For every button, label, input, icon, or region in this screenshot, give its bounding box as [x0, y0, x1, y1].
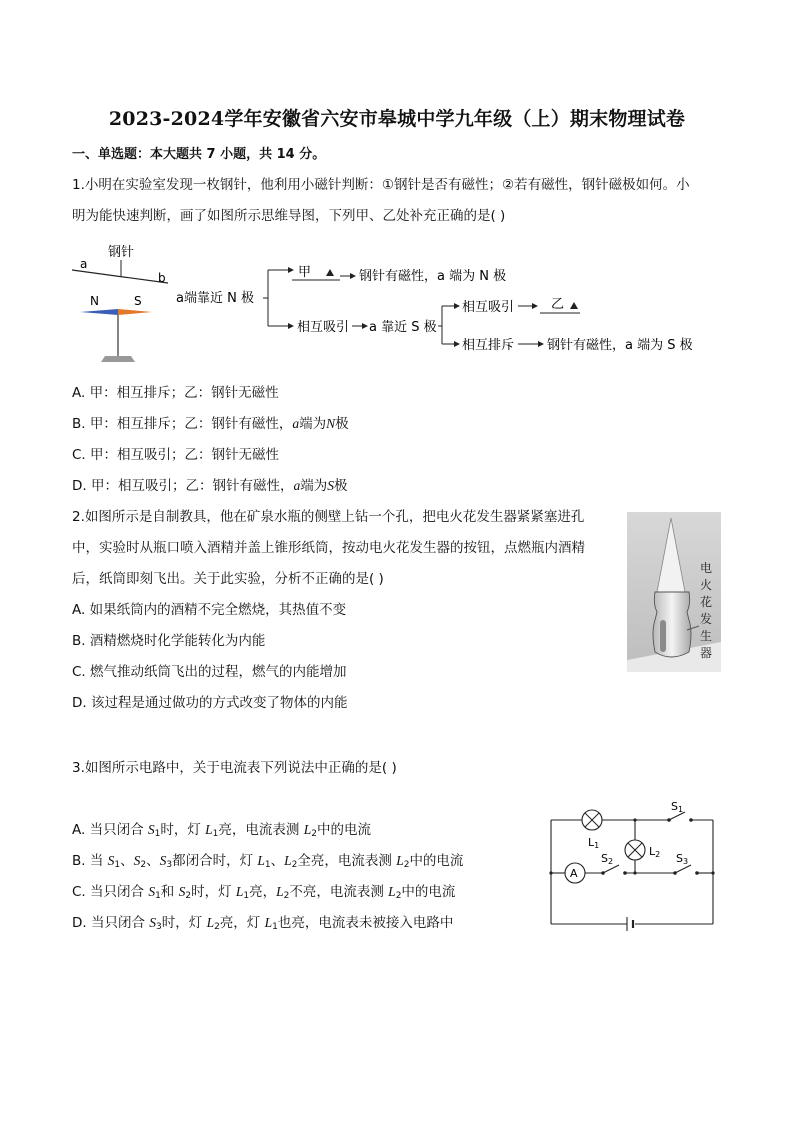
option-text: 亮，电流表测 — [218, 822, 304, 838]
q2-option-c: C. 燃气推动纸筒飞出的过程，燃气的内能增加 — [72, 664, 347, 680]
switch-s3-contact — [695, 871, 699, 875]
switch-s2-pivot — [601, 871, 605, 875]
blank-jia: 甲 — [298, 265, 312, 280]
variable: S — [148, 884, 156, 899]
pole-n-label: N — [90, 294, 99, 308]
junction-dot — [633, 818, 636, 821]
subscript: 2 — [311, 829, 317, 839]
section-suffix: 分。 — [294, 147, 326, 162]
q2-stem-line2: 中，实验时从瓶口喷入酒精并盖上锥形纸筒，按动电火花发生器的按钮，点燃瓶内酒精 — [72, 540, 585, 556]
label-letter: S — [671, 800, 678, 813]
pole-s-label: S — [134, 294, 142, 308]
option-text: 中的电流 — [401, 884, 456, 900]
arrow-head — [454, 303, 460, 309]
junction-dot — [549, 871, 552, 874]
subscript: 1 — [212, 829, 219, 839]
q2-option-b: B. 酒精燃烧时化学能转化为内能 — [72, 633, 266, 649]
variable: a — [293, 478, 301, 493]
variable: L — [257, 853, 265, 868]
section-count: 7 — [206, 147, 216, 162]
repel-node: 相互排斥 — [462, 338, 515, 353]
variable: L — [235, 884, 244, 899]
q1-option-c: C. 甲：相互吸引；乙：钢针无磁性 — [72, 447, 280, 463]
arrow-head — [532, 303, 538, 309]
option-text: 极 — [335, 416, 349, 432]
variable: L — [205, 822, 213, 837]
page-title: 2023-2024学年安徽省六安市皋城中学九年级（上）期末物理试卷 — [108, 108, 686, 130]
ammeter-label: A — [570, 867, 578, 880]
variable: L — [264, 915, 273, 930]
q1-stem-line1: 1.小明在实验室发现一枚钢针，他利用小磁针判断：①钢针是否有磁性；②若有磁性，钢针磁极如何。小 — [72, 177, 690, 193]
option-text: 全亮，电流表测 — [297, 853, 397, 869]
section-prefix: 一、单选题：本大题共 — [72, 147, 207, 162]
variable: L — [388, 884, 396, 899]
variable: S — [159, 853, 167, 868]
option-text: 极 — [333, 478, 348, 494]
spark-label-char: 器 — [700, 646, 713, 660]
q3-option-b — [72, 851, 463, 875]
q1-option-a: A. 甲：相互排斥；乙：钢针无磁性 — [72, 385, 279, 401]
spark-label-char: 电 — [700, 561, 713, 575]
q3-option-d — [72, 913, 453, 937]
subscript: 2 — [140, 860, 147, 870]
q2-option-d: D. 该过程是通过做功的方式改变了物体的内能 — [72, 695, 348, 711]
blank-yi: 乙 — [551, 297, 565, 312]
variable: L — [206, 915, 215, 930]
spark-label-char: 发 — [700, 612, 713, 626]
arrow-head — [454, 341, 460, 347]
arrow-head — [362, 323, 368, 329]
variable: S — [149, 915, 157, 930]
option-text: 时，灯 — [160, 822, 206, 838]
switch-s3-label — [676, 852, 688, 866]
lamp-l1-label — [588, 836, 599, 850]
switch-s2-blade — [603, 865, 619, 873]
subscript: 1 — [114, 860, 121, 870]
subscript: 3 — [156, 922, 162, 932]
subscript: 2 — [214, 922, 220, 932]
bottle-shade — [660, 620, 666, 652]
q3-circuit-diagram — [545, 798, 720, 933]
switch-s1-pivot — [667, 818, 671, 822]
label-subscript: 1 — [594, 841, 600, 850]
q2-stem-line3: 后，纸筒即刻飞出。关于此实验，分析不正确的是( ) — [72, 571, 384, 587]
switch-s1-contact — [689, 818, 693, 822]
triangle-marker — [326, 269, 334, 276]
result-s-pole: 钢针有磁性，a 端为 S 极 — [547, 338, 693, 353]
q2-stem-line1: 2.如图所示是自制教具，他在矿泉水瓶的侧壁上钻一个孔，把电火花发生器紧紧塞进孔 — [72, 509, 585, 525]
result-n-pole: 钢针有磁性，a 端为 N 极 — [359, 269, 507, 284]
subscript: 3 — [166, 860, 173, 870]
switch-s1-label — [671, 800, 683, 814]
subscript: 2 — [395, 891, 402, 901]
label-letter: L — [588, 836, 595, 849]
variable: L — [396, 853, 404, 868]
label-subscript: 2 — [655, 850, 661, 859]
q1-option-d — [72, 476, 347, 496]
variable: S — [178, 884, 186, 899]
spark-label-char: 花 — [700, 595, 713, 609]
triangle-marker — [570, 302, 578, 309]
label-letter: S — [676, 852, 683, 865]
junction-dot — [633, 871, 636, 874]
variable: S — [327, 478, 334, 493]
compass-needle-north — [80, 309, 118, 315]
option-text: 中的电流 — [409, 853, 464, 869]
option-text: 中的电流 — [316, 822, 371, 838]
needle-end-a: a — [80, 257, 88, 271]
near-s-node: a 靠近 S 极 — [369, 320, 437, 335]
subscript: 1 — [272, 922, 278, 932]
water-bottle — [653, 592, 691, 657]
subscript: 2 — [403, 860, 410, 870]
option-text: 都闭合时，灯 — [172, 853, 258, 869]
option-text: 亮， — [249, 884, 277, 900]
variable: S — [133, 853, 141, 868]
lamp-l1 — [582, 810, 602, 830]
subscript: 1 — [243, 891, 250, 901]
subscript: 1 — [155, 891, 161, 901]
option-text: 亮，灯 — [219, 915, 265, 931]
option-text: 、 — [146, 853, 160, 869]
option-text: 端为 — [299, 416, 327, 432]
label-subscript: 1 — [677, 805, 684, 814]
option-text: 也亮，电流表未被接入电路中 — [277, 915, 454, 931]
subscript: 1 — [264, 860, 271, 870]
option-text: 时，灯 — [161, 915, 207, 931]
compass-needle-south — [118, 309, 152, 315]
variable: N — [326, 416, 336, 431]
option-text: 、 — [120, 853, 134, 869]
option-text: 不亮，电流表测 — [289, 884, 389, 900]
q1-stem-line2: 明为能快速判断，画了如图所示思维导图，下列甲、乙处补充正确的是( ) — [72, 208, 506, 224]
section-heading — [72, 145, 325, 165]
option-text: D. 甲：相互吸引；乙：钢针有磁性， — [72, 478, 294, 494]
option-text: B. 当 — [72, 853, 108, 869]
arrow-head — [288, 267, 294, 273]
option-text: 、 — [270, 853, 285, 869]
subscript: 2 — [291, 860, 298, 870]
switch-s3-blade — [675, 865, 691, 873]
lamp-l2-label — [649, 845, 660, 859]
subscript: 2 — [283, 891, 290, 901]
junction-dot — [711, 871, 714, 874]
needle-label: 钢针 — [108, 245, 135, 260]
variable: L — [276, 884, 284, 899]
variable: a — [292, 416, 300, 431]
mindmap-start: a端靠近 N 极 — [176, 291, 254, 306]
spark-label-char: 生 — [700, 629, 713, 643]
subscript: 1 — [154, 829, 161, 839]
q3-option-a — [72, 820, 371, 844]
steel-needle — [72, 270, 168, 283]
q3-stem: 3.如图所示电路中，关于电流表下列说法中正确的是( ) — [72, 760, 397, 776]
q3-option-c — [72, 882, 455, 906]
variable: L — [303, 822, 312, 837]
spark-label-char: 火 — [700, 578, 713, 592]
switch-s3-pivot — [673, 871, 677, 875]
label-subscript: 3 — [682, 857, 689, 866]
option-text: 和 — [160, 884, 179, 900]
arrow-head — [288, 323, 294, 329]
arrow-head — [350, 273, 356, 279]
label-letter: L — [649, 845, 656, 858]
section-score: 14 — [276, 147, 295, 162]
arrow-head — [538, 341, 544, 347]
option-text: B. 甲：相互排斥；乙：钢针有磁性， — [72, 416, 293, 432]
q1-mindmap-figure — [68, 238, 708, 373]
subscript: 2 — [185, 891, 192, 901]
q2-bottle-figure — [627, 512, 721, 672]
option-text: A. 当只闭合 — [72, 822, 148, 838]
option-text: 端为 — [300, 478, 328, 494]
compass-base — [101, 356, 135, 362]
variable: S — [147, 822, 155, 837]
option-text: 时，灯 — [191, 884, 236, 900]
section-middle: 小题，共 — [215, 147, 277, 162]
q1-option-b — [72, 414, 349, 434]
variable: L — [284, 853, 292, 868]
label-letter: S — [601, 852, 608, 865]
attract-branch: 相互吸引 — [297, 320, 350, 335]
variable: S — [107, 853, 115, 868]
label-subscript: 2 — [607, 857, 614, 866]
switch-s2-contact — [623, 871, 627, 875]
option-text: C. 当只闭合 — [72, 884, 149, 900]
lamp-l2 — [625, 840, 645, 860]
attract-node-2: 相互吸引 — [462, 300, 515, 315]
needle-end-b: b — [158, 271, 166, 285]
q2-option-a: A. 如果纸筒内的酒精不完全燃烧，其热值不变 — [72, 602, 347, 618]
option-text: D. 当只闭合 — [72, 915, 150, 931]
switch-s2-label — [601, 852, 613, 866]
